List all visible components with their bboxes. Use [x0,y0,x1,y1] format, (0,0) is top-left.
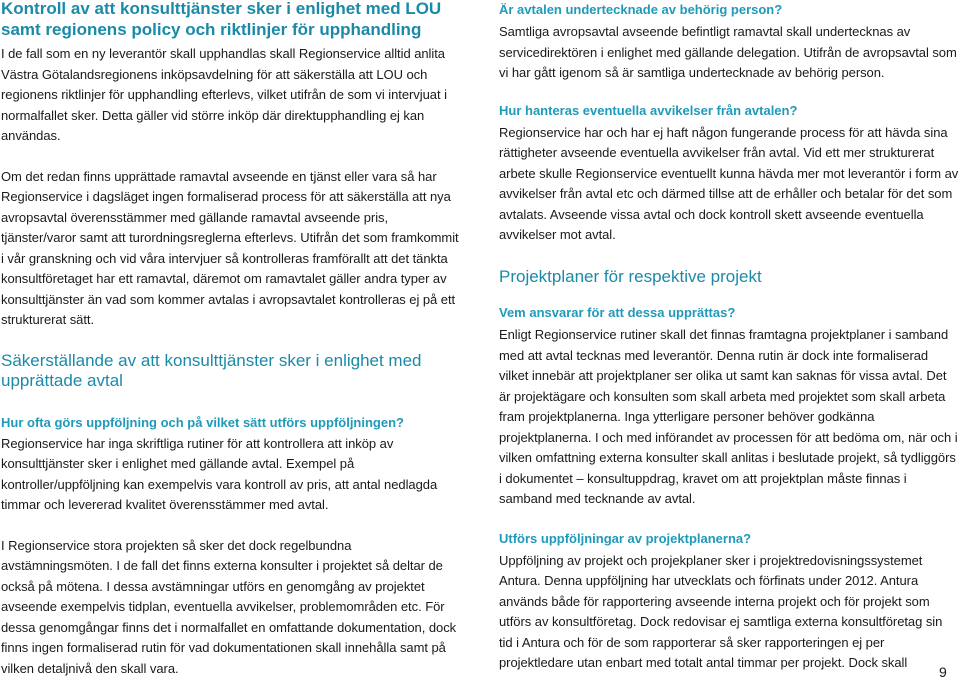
page-number: 9 [939,664,947,680]
section-heading: Säkerställande av att konsulttjänster sker i enlighet med upprättade avtal [1,350,422,390]
projektplaner-heading: Projektplaner för respektive projekt [499,266,762,286]
subheading-uppfoljningar: Utförs uppföljningar av projektplanerna? [499,530,752,546]
subheading-ansvar: Vem ansvarar för att dessa upprättas? [499,305,736,320]
subheading-uppfoljning: Hur ofta görs uppföljning och på vilket sätt utförs uppföljningen? [1,414,404,430]
rutiner-paragraph: Regionservice har inga skriftliga rutiner för att kontrollera att inköp av konsulttjänster sker i enlighet med gällande avtal. Exempel på kontroller/uppföljning kan exempelvis vara kontroll av pris, att antal nedlagda timmar och levererad kvalitet överensstämmer med avtal. [1,435,438,512]
rutiner-projektplaner-paragraph: Enligt Regionservice rutiner skall det finnas framtagna projektplaner i samband med att avtal tecknas med leverantör. Denna rutin är dock inte formaliserad vilket innebär att projektplaner ser olika ut samt kan saknas för vissa avtal. Det är projektägare och konsulten som skall arbeta med projektet som skall arbeta fram projektplanerna. Inga ytterligare personer behöver godkänna projektplanerna. I och med införandet av processen för att bedöma om, när och i vilken omfattning externa konsulter skall anlitas i beslutade projekt, så tydliggörs i dokumentet – konsultuppdrag, kravet om att projektplan måste finnas i samband med tecknande av avtal. [499,327,958,506]
subheading-avvikelser: Hur hanteras eventuella avvikelser från avtalen? [499,102,798,118]
right-column [499,0,959,674]
section-title: Kontroll av att konsulttjänster sker i enlighet med LOU samt regionens policy och riktlinjer för upphandling [1,0,442,39]
left-column [1,0,463,679]
antura-paragraph: Uppföljning av projekt och projekplaner sker i projektredovisningssystemet Antura. Denna uppföljning har utvecklats och förfinats under 2012. Antura används både för rapportering avseende interna projekt och för projekt som utförs av konsultföretag. Dock redovisar ej samtliga externa konsultföretag sin tid i Antura och för de som rapporterar så sker rapporteringen ej per projektledare utan enbart med totalt antal timmar per projekt. Dock skall [499,552,943,670]
projekt-paragraph: I Regionservice stora projekten så sker det dock regelbundna avstämningsmöten. I de fall det finns externa konsulter i projektet så deltar de också på mötena. I dessa avstämningar utförs en genomgång av projektet avseende exempelvis tidplan, eventuella avvikelser, problemområden etc. För dessa genomgångar finns det i normalfallet en omfattande dokumentation, dock finns ingen formaliserad rutin för vad dokumentationen skall innehålla samt på vilken detaljnivå den skall vara. [1,537,457,676]
ramavtal-paragraph: Om det redan finns upprättade ramavtal avseende en tjänst eller vara så har Regionservice i dagsläget ingen formaliserad process för att säkerställa att nya avropsavtal överensstämmer med gällande ramavtal avseende pris, tjänster/varor samt att turordningsreglerna efterlevs. Utifrån det som framkommit i vår granskning och vid våra intervjuer så kontrolleras framförallt att det tänkta konsultföretaget har ett ramavtal, däremot om ramavtalet gäller andra typer av konsulttjänster än vad som kommer avtalas i avropsavtalet kontrolleras ej på ett strukturerat sätt. [1,168,459,327]
avropsavtal-paragraph: Samtliga avropsavtal avseende befintligt ramavtal skall undertecknas av servicedirektören i enlighet med gällande delegation. Utifrån de avropsavtal som vi har gått igenom så är samtliga undertecknade av behörig person. [499,24,957,80]
intro-paragraph: I de fall som en ny leverantör skall upphandlas skall Regionservice alltid anlita Västra Götalandsregionens inköpsavdelning för att säkerställa att LOU och regionens riktlinjer för upphandling efterlevs, vilket utifrån de som vi intervjuat i normalfallet sker. Detta gäller vid större inköp där direktupphandling ej kan användas. [1,46,447,143]
subheading-behorig: Är avtalen undertecknade av behörig person? [499,2,783,17]
avvikelser-paragraph: Regionservice har och har ej haft någon fungerande process för att hävda sina rättigheter avseende eventuella avvikelser från avtal. Vid ett mer strukturerat arbete skulle Regionservice eventuellt kunna hävda mer mot leverantör i form av avvikelser från avtal etc och därmed tillse att de erhåller och betalar för det som avtalats. Avseende vissa avtal och dock kontroll skett avseende eventuella avvikelser mot avtal. [499,124,959,242]
